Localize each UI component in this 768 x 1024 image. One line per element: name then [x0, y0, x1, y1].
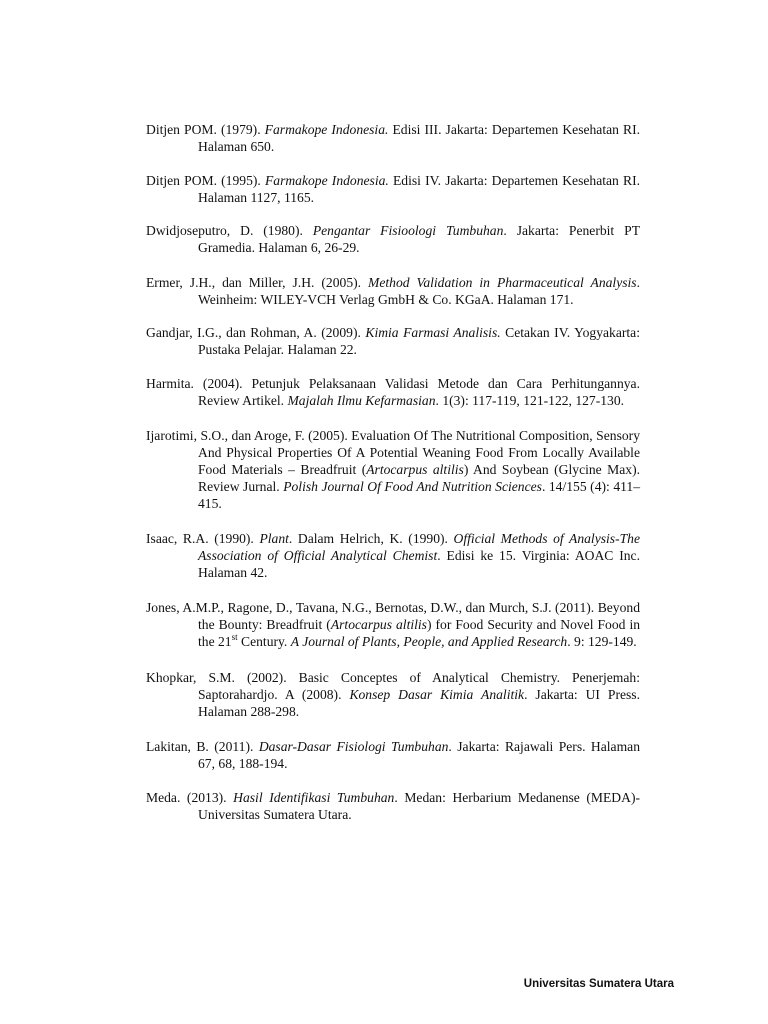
reference-text: Isaac, R.A. (1990). — [146, 531, 260, 546]
reference-text: Meda. (2013). — [146, 790, 234, 805]
reference-text: Ditjen POM. (1979). — [146, 122, 265, 137]
reference-title-text: Plant — [259, 531, 289, 546]
reference-title-text: Konsep Dasar Kimia Analitik — [349, 687, 525, 702]
reference-text: Edisi IV. Jakarta: Departemen Kesehatan RI. Halaman 1127, 1165. — [198, 173, 640, 205]
reference-text: . Jakarta: UI Press. Halaman 288-298. — [198, 687, 640, 719]
reference-text: Dwidjoseputro, D. (1980). — [146, 223, 313, 238]
reference-text: Ijarotimi, S.O., dan Aroge, F. (2005). Evaluation Of The Nutritional Composition, Sensory And Physical Properties Of A Potential Weaning Food From Locally Available Food Materials – Breadfruit ( — [146, 428, 640, 477]
reference-title-text: Method Validation in Pharmaceutical Analysis — [368, 275, 637, 290]
reference-entry — [146, 789, 640, 823]
reference-entry — [146, 669, 640, 720]
reference-text: . Dalam Helrich, K. (1990). — [288, 531, 454, 546]
reference-text: Century. — [237, 634, 291, 649]
reference-text: Harmita. (2004). Petunjuk Pelaksanaan Validasi Metode dan Cara Perhitungannya. Review Artikel. — [146, 376, 640, 408]
reference-text: Khopkar, S.M. (2002). Basic Conceptes of Analytical Chemistry. Penerjemah: Saptorahardjo. A (2008). — [146, 670, 640, 702]
reference-title-text: Farmakope Indonesia. — [264, 122, 389, 137]
reference-entry — [146, 121, 640, 155]
reference-text: Lakitan, B. (2011). — [146, 739, 259, 754]
reference-title-text: Farmakope Indonesia. — [264, 173, 389, 188]
reference-entry — [146, 172, 640, 206]
reference-text: . 14/155 (4): 411–415. — [198, 479, 641, 511]
reference-title-text: Polish Journal Of Food And Nutrition Sciences — [283, 479, 542, 494]
reference-entry — [146, 530, 640, 581]
reference-text: . Jakarta: Penerbit PT Gramedia. Halaman 6, 26-29. — [198, 223, 641, 255]
reference-entry — [146, 599, 640, 650]
reference-text: Edisi III. Jakarta: Departemen Kesehatan RI. Halaman 650. — [198, 122, 641, 154]
reference-title-text: Pengantar Fisioologi Tumbuhan — [312, 223, 504, 238]
reference-entry — [146, 324, 640, 358]
reference-title-text: Majalah Ilmu Kefarmasian — [287, 393, 436, 408]
reference-text: . Jakarta: Rajawali Pers. Halaman 67, 68, 188-194. — [198, 739, 640, 771]
reference-title-text: Artocarpus altilis — [330, 617, 427, 632]
reference-list — [146, 121, 640, 840]
reference-text: ) And Soybean (Glycine Max). Review Jurnal. — [198, 462, 640, 494]
reference-text: . Medan: Herbarium Medanense (MEDA)-Universitas Sumatera Utara. — [198, 790, 640, 822]
reference-text: ) for Food Security and Novel Food in the 21 — [198, 617, 641, 649]
reference-text: Jones, A.M.P., Ragone, D., Tavana, N.G., Bernotas, D.W., dan Murch, S.J. (2011). Beyond the Bounty: Breadfruit ( — [146, 600, 640, 632]
reference-title-text: Kimia Farmasi Analisis. — [365, 325, 501, 340]
reference-entry — [146, 222, 640, 256]
superscript-text: st — [231, 632, 238, 642]
reference-title-text: Dasar-Dasar Fisiologi Tumbuhan — [258, 739, 449, 754]
reference-text: . 9: 129-149. — [567, 634, 637, 649]
reference-text: . Weinheim: WILEY-VCH Verlag GmbH & Co. KGaA. Halaman 171. — [198, 275, 640, 307]
reference-entry — [146, 274, 640, 308]
reference-text: . Edisi ke 15. Virginia: AOAC Inc. Halaman 42. — [198, 548, 640, 580]
reference-entry — [146, 738, 640, 772]
reference-text: Ditjen POM. (1995). — [146, 173, 265, 188]
reference-text: . 1(3): 117-119, 121-122, 127-130. — [435, 393, 625, 408]
reference-text: Cetakan IV. Yogyakarta: Pustaka Pelajar. Halaman 22. — [198, 325, 640, 357]
reference-title-text: A Journal of Plants, People, and Applied Research — [290, 634, 568, 649]
reference-entry — [146, 375, 640, 409]
footer-institution: Universitas Sumatera Utara — [523, 978, 674, 990]
reference-text: Ermer, J.H., dan Miller, J.H. (2005). — [146, 275, 369, 290]
reference-entry — [146, 427, 640, 512]
reference-title-text: Artocarpus altilis — [366, 462, 464, 477]
reference-title-text: Hasil Identifikasi Tumbuhan — [233, 790, 395, 805]
reference-text: Gandjar, I.G., dan Rohman, A. (2009). — [146, 325, 366, 340]
reference-title-text: Official Methods of Analysis-The Association of Official Analytical Chemist — [198, 531, 640, 563]
